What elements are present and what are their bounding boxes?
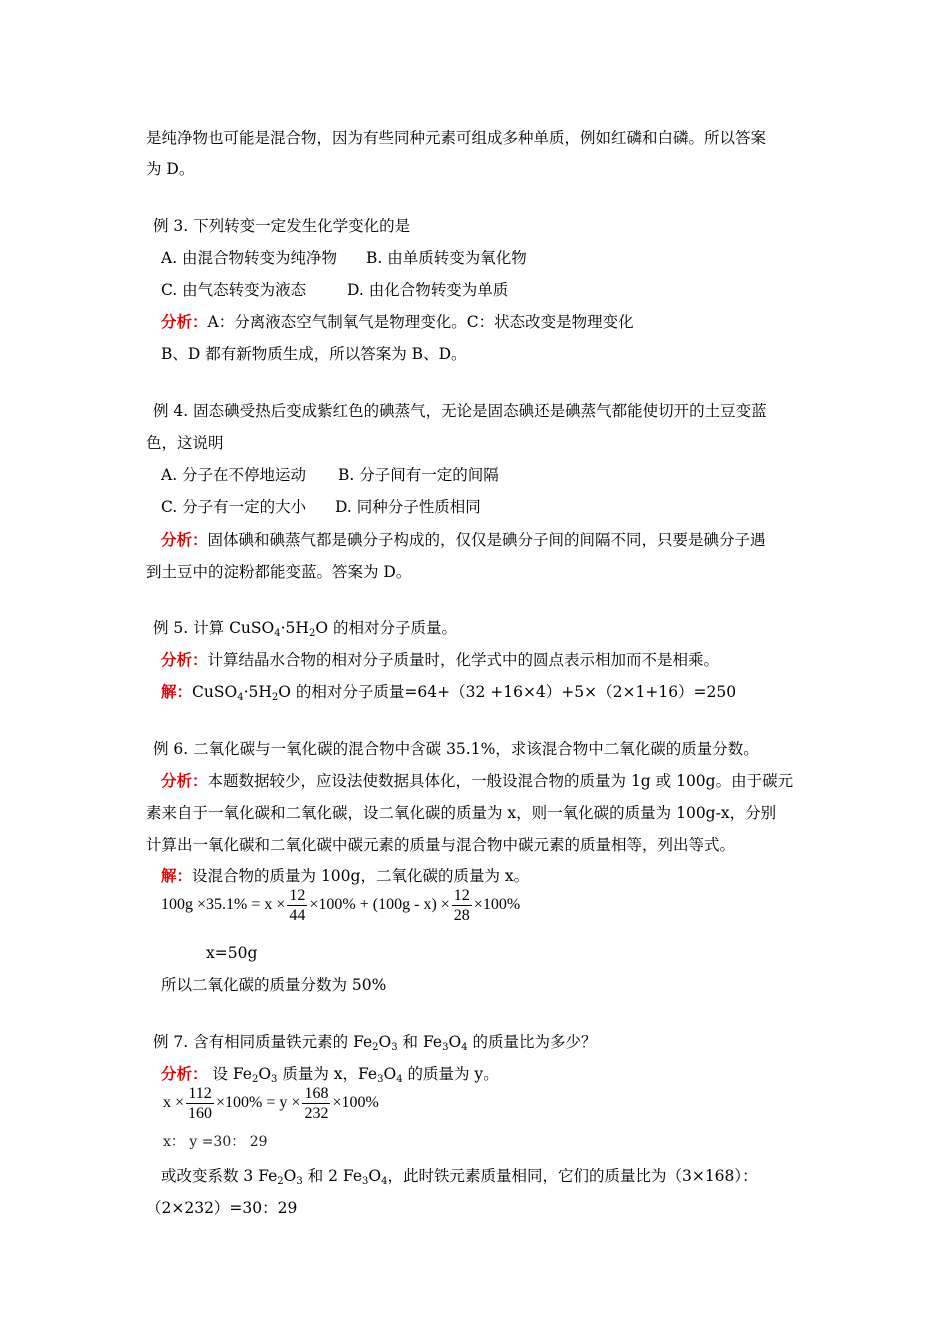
ex3-analysis — [161, 312, 634, 332]
ex5-q-suffix: O 的相对分子质量。 — [315, 619, 457, 637]
ex6-question: 例 6. 二氧化碳与一氧化碳的混合物中含碳 35.1%，求该混合物中二氧化碳的质量分数。 — [153, 740, 759, 758]
ex3-option-a: A. 由混合物转变为纯净物 — [161, 249, 338, 267]
ex3-option-d: D. 由化合物转变为单质 — [347, 281, 509, 299]
ex4-question-line-2: 色，这说明 — [146, 434, 224, 452]
ex7-sub: 2 — [251, 1074, 259, 1085]
solution-label: 解： — [161, 682, 193, 701]
ex7-sub: 3 — [271, 1074, 278, 1085]
ex5-q-sub: 2 — [308, 628, 316, 639]
ex6-analysis-text: 本题数据较少，应设法使数据具体化，一般设混合物的质量为 1g 或 100g。由于碳元 — [207, 772, 794, 790]
ex7-text: O — [283, 1167, 297, 1185]
ex7-sub: 3 — [391, 1042, 398, 1053]
ex7-text: O — [368, 1167, 382, 1185]
ex7-text: O — [448, 1033, 462, 1051]
eq-part: ×100% + (100g - x) × — [309, 896, 450, 914]
ex5-q-mid: ·5H — [280, 619, 309, 637]
ex7-sub: 2 — [277, 1176, 284, 1187]
ex7-analysis — [161, 1064, 499, 1084]
ex3-analysis-text: A：分离液态空气制氧气是物理变化。C：状态改变是物理变化 — [207, 313, 634, 331]
ex7-text: 和 2 Fe — [302, 1167, 362, 1185]
ex5-s-mid: ·5H — [243, 683, 272, 701]
analysis-label: 分析： — [161, 771, 208, 790]
ex7-text: 设 Fe — [207, 1065, 252, 1083]
ex4-option-b: B. 分子间有一定的间隔 — [338, 466, 499, 484]
ex5-solution — [161, 682, 736, 702]
ex7-sub: 3 — [442, 1042, 449, 1053]
ex5-s-sub: 4 — [237, 692, 244, 703]
ex6-analysis — [161, 771, 793, 791]
ex7-equation — [163, 1084, 379, 1123]
fraction — [287, 886, 307, 925]
ex6-analysis-line-3: 计算出一氧化碳和二氧化碳中碳元素的质量与混合物中碳元素的质量相等，列出等式。 — [146, 836, 736, 854]
ex5-s-suffix: O 的相对分子质量=64+（32 +16×4）+5×（2×1+16）=250 — [278, 683, 737, 701]
ex4-option-a: A. 分子在不停地运动 — [161, 466, 307, 484]
fraction-numerator: 112 — [186, 1084, 214, 1104]
ex4-analysis-text: 固体碘和碘蒸气都是碘分子构成的，仅仅是碘分子间的间隔不同，只要是碘分子遇 — [207, 531, 766, 549]
ex5-analysis-text: 计算结晶水合物的相对分子质量时，化学式中的圆点表示相加而不是相乘。 — [207, 651, 720, 669]
intro-line-1: 是纯净物也可能是混合物，因为有些同种元素可组成多种单质，例如红磷和白磷。所以答案 — [146, 129, 767, 147]
eq-part: ×100% = y × — [216, 1094, 301, 1112]
ex7-ratio: x： y =30： 29 — [163, 1134, 268, 1150]
ex7-text: 质量为 x，Fe — [277, 1065, 378, 1083]
ex4-analysis — [161, 530, 766, 550]
ex3-option-c: C. 由气态转变为液态 — [161, 281, 307, 299]
fraction — [186, 1084, 214, 1123]
ex3-option-b: B. 由单质转变为氧化物 — [366, 249, 527, 267]
ex7-text: O — [383, 1065, 397, 1083]
ex5-q-prefix: 例 5. 计算 CuSO — [153, 619, 275, 637]
fraction — [302, 1084, 330, 1123]
fraction-numerator: 12 — [453, 887, 470, 904]
ex6-equation — [161, 886, 520, 925]
ex7-sub: 4 — [396, 1074, 403, 1085]
eq-part: 100g ×35.1% = x × — [161, 896, 286, 914]
ex4-analysis-line-2: 到土豆中的淀粉都能变蓝。答案为 D。 — [146, 563, 412, 581]
ex7-sub: 4 — [461, 1042, 468, 1053]
ex7-sub: 3 — [377, 1074, 384, 1085]
ex7-text: 例 7. 含有相同质量铁元素的 Fe — [153, 1033, 373, 1051]
ex5-s-sub: 2 — [271, 692, 279, 703]
ex7-text: 的质量比为多少？ — [467, 1033, 597, 1051]
ex6-solution-text: 设混合物的质量为 100g，二氧化碳的质量为 x。 — [192, 867, 530, 885]
ex7-alternative-line-2: （2×232）=30：29 — [146, 1199, 298, 1217]
ex5-s-prefix: CuSO — [192, 683, 238, 701]
analysis-label: 分析： — [161, 312, 208, 331]
ex7-sub: 4 — [381, 1176, 388, 1187]
intro-line-2: 为 D。 — [146, 160, 195, 178]
fraction-denominator: 44 — [289, 907, 306, 924]
ex7-text: O — [378, 1033, 392, 1051]
ex7-alternative — [161, 1166, 758, 1186]
ex4-question-line-1: 例 4. 固态碘受热后变成紫红色的碘蒸气，无论是固态碘还是碘蒸气都能使切开的土豆变蓝 — [153, 402, 767, 420]
fraction-denominator: 28 — [453, 907, 470, 924]
ex5-analysis — [161, 650, 719, 670]
ex7-text: O — [258, 1065, 272, 1083]
solution-label: 解： — [161, 866, 193, 885]
fraction-denominator: 232 — [304, 1105, 329, 1122]
ex7-text: 和 Fe — [397, 1033, 443, 1051]
ex7-sub: 3 — [362, 1176, 369, 1187]
analysis-label: 分析： — [161, 1064, 208, 1083]
fraction-numerator: 168 — [304, 1085, 329, 1102]
ex7-sub: 3 — [296, 1176, 303, 1187]
ex7-question — [153, 1032, 596, 1052]
ex7-text: ，此时铁元素质量相同，它们的质量比为（3×168）： — [387, 1167, 758, 1185]
eq-part: x × — [163, 1094, 185, 1112]
fraction-numerator: 12 — [289, 887, 306, 904]
ex4-option-c: C. 分子有一定的大小 — [161, 498, 307, 516]
ex6-conclusion: 所以二氧化碳的质量分数为 50% — [161, 976, 387, 994]
ex7-sub: 2 — [372, 1042, 379, 1053]
ex3-analysis-line-2: B、D 都有新物质生成，所以答案为 B、D。 — [161, 345, 467, 363]
ex3-question: 例 3. 下列转变一定发生化学变化的是 — [153, 217, 411, 235]
analysis-label: 分析： — [161, 530, 208, 549]
ex6-solution — [161, 866, 529, 886]
analysis-label: 分析： — [161, 650, 208, 669]
ex7-text: 或改变系数 3 Fe — [161, 1167, 278, 1185]
ex6-analysis-line-2: 素来自于一氧化碳和二氧化碳，设二氧化碳的质量为 x，则一氧化碳的质量为 100g-x，分别 — [146, 804, 777, 822]
eq-part: ×100% — [332, 1094, 379, 1112]
ex4-option-d: D. 同种分子性质相同 — [335, 498, 481, 516]
ex5-question — [153, 618, 457, 638]
fraction-denominator: 160 — [188, 1105, 213, 1122]
fraction — [452, 886, 472, 925]
eq-part: ×100% — [473, 896, 521, 914]
ex7-text: 的质量为 y。 — [402, 1065, 499, 1083]
ex6-result: x=50g — [206, 944, 258, 962]
ex5-q-sub: 4 — [274, 628, 281, 639]
